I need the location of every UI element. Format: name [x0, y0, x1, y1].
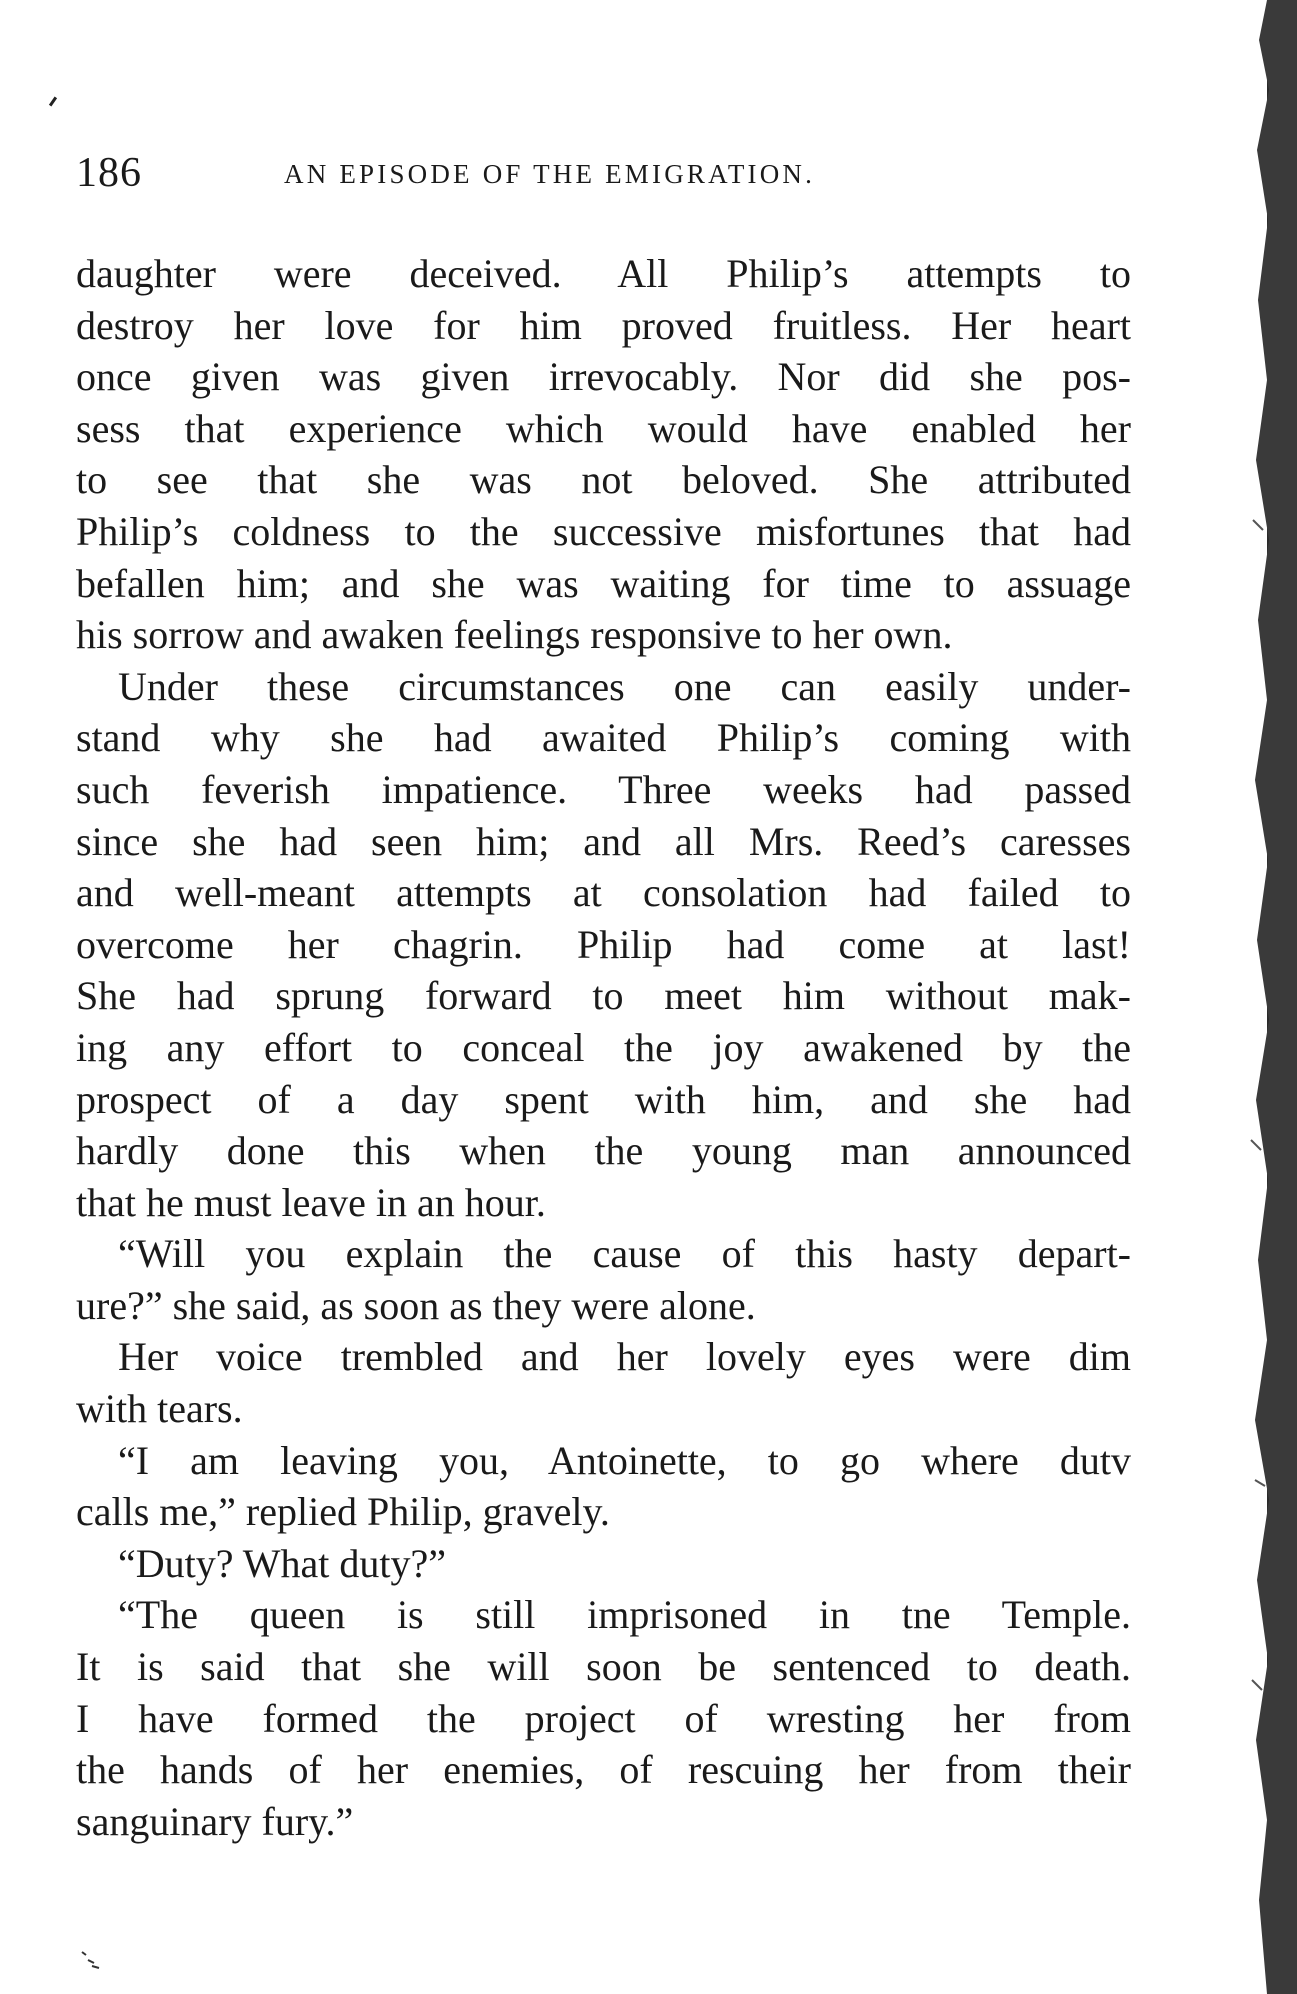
text-line: that he must leave in an hour. — [76, 1179, 546, 1225]
text-line: “Duty? What duty?” — [118, 1540, 447, 1586]
text-line: “The queen is still imprisoned in tne Temple. — [118, 1592, 1131, 1638]
text-line: “Will you explain the cause of this hasty depart- — [118, 1231, 1131, 1277]
text-line: She had sprung forward to meet him without mak- — [76, 973, 1131, 1019]
text-line: calls me,” replied Philip, gravely. — [76, 1489, 610, 1535]
text-line: overcome her chagrin. Philip had come at last! — [76, 921, 1131, 967]
text-line: ure?” she said, as soon as they were alone. — [76, 1282, 756, 1328]
text-line: such feverish impatience. Three weeks had passed — [76, 766, 1131, 812]
text-line: and well-meant attempts at consolation had failed to — [76, 870, 1131, 916]
text-line: to see that she was not beloved. She attributed — [76, 457, 1131, 503]
text-line: Her voice trembled and her lovely eyes were dim — [118, 1334, 1131, 1380]
text-line: Philip’s coldness to the successive misfortunes that had — [76, 508, 1131, 554]
text-line: his sorrow and awaken feelings responsive to her own. — [76, 612, 953, 658]
text-line: “I am leaving you, Antoinette, to go where dutv — [118, 1437, 1131, 1483]
text-line: the hands of her enemies, of rescuing her from their — [76, 1747, 1131, 1793]
text-line: stand why she had awaited Philip’s coming with — [76, 715, 1131, 761]
text-line: prospect of a day spent with him, and she had — [76, 1076, 1131, 1122]
text-line: sess that experience which would have enabled her — [76, 405, 1131, 451]
stray-ink-specks — [80, 1948, 102, 1970]
text-line: sanguinary fury.” — [76, 1798, 354, 1844]
page-header — [76, 148, 1136, 198]
text-line: I have formed the project of wresting her from — [76, 1695, 1131, 1741]
text-line: ing any effort to conceal the joy awakened by the — [76, 1024, 1131, 1070]
text-line: daughter were deceived. All Philip’s attempts to — [76, 251, 1131, 296]
stray-ink-mark — [49, 97, 57, 107]
text-line: destroy her love for him proved fruitless. Her heart — [76, 302, 1131, 348]
page-binding-edge — [1249, 0, 1297, 1994]
text-line: befallen him; and she was waiting for time to assuage — [76, 560, 1131, 606]
text-line: with tears. — [76, 1386, 243, 1432]
text-line: since she had seen him; and all Mrs. Reed’s caresses — [76, 818, 1131, 864]
text-line: once given was given irrevocably. Nor did she pos- — [76, 354, 1131, 400]
page-number: 186 — [76, 150, 142, 196]
running-head: AN EPISODE OF THE EMIGRATION. — [284, 159, 816, 189]
text-line: It is said that she will soon be sentenced to death. — [76, 1644, 1131, 1690]
text-line: hardly done this when the young man announced — [76, 1128, 1131, 1174]
text-line: Under these circumstances one can easily under- — [118, 663, 1131, 709]
body-text — [76, 248, 1131, 1847]
